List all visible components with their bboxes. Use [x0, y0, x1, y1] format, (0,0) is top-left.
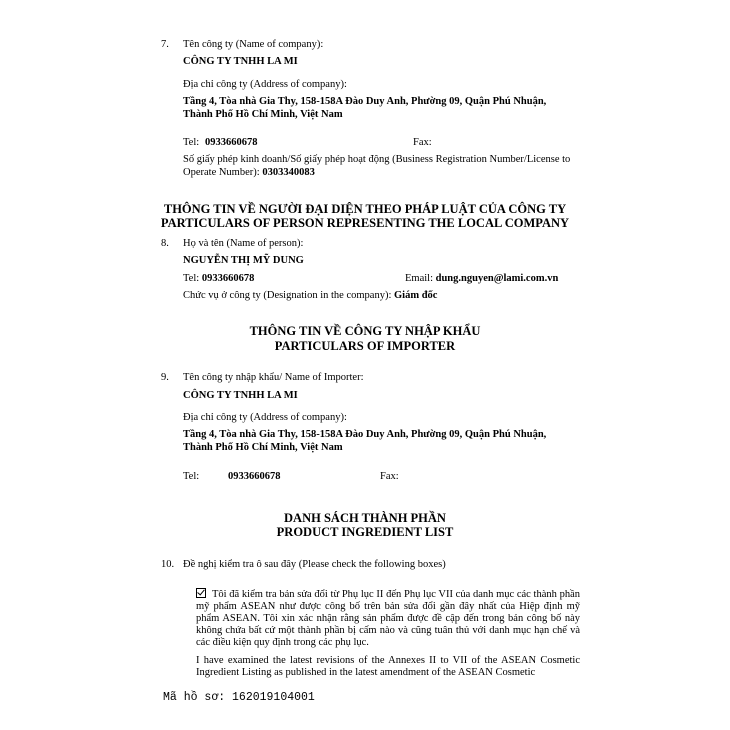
- company-address-label: Địa chỉ công ty (Address of company):: [183, 79, 347, 90]
- representative-heading-en: PARTICULARS OF PERSON REPRESENTING THE LOCAL COMPANY: [160, 216, 570, 230]
- checkbox-checked-icon[interactable]: [196, 588, 206, 598]
- company-tel: 0933660678: [205, 137, 258, 148]
- person-designation-row: [183, 289, 437, 302]
- license-number: 0303340083: [262, 167, 315, 178]
- license-label-line2: [183, 166, 315, 179]
- check-instruction: Đề nghị kiểm tra ô sau đây (Please check the following boxes): [183, 559, 446, 570]
- person-tel-row: [183, 272, 254, 285]
- importer-tel-label: Tel:: [183, 471, 200, 482]
- importer-address-line2: Thành Phố Hồ Chí Minh, Việt Nam: [183, 442, 343, 453]
- person-tel: 0933660678: [201, 273, 255, 284]
- item-number-10: 10.: [161, 559, 175, 570]
- item-number-7: 7.: [161, 39, 169, 50]
- dossier-code: Mã hồ sơ: 162019104001: [163, 691, 315, 704]
- person-email-label: Email:: [405, 273, 433, 284]
- company-fax-label: Fax:: [413, 137, 432, 148]
- company-name-label: Tên công ty (Name of company):: [183, 39, 324, 50]
- ingredients-heading-en: PRODUCT INGREDIENT LIST: [276, 525, 454, 539]
- person-tel-label: Tel:: [183, 273, 200, 284]
- importer-address-line1: Tầng 4, Tòa nhà Gia Thy, 158-158A Đào Duy Anh, Phường 09, Quận Phú Nhuận,: [183, 429, 547, 440]
- ingredients-heading-vi: DANH SÁCH THÀNH PHẦN: [284, 511, 446, 525]
- importer-heading-en: PARTICULARS OF IMPORTER: [274, 339, 456, 353]
- item-number-9: 9.: [161, 372, 169, 383]
- person-designation: Giám đốc: [394, 290, 438, 301]
- company-tel-label: Tel:: [183, 137, 200, 148]
- company-name: CÔNG TY TNHH LA MI: [183, 56, 298, 67]
- importer-fax-label: Fax:: [380, 471, 399, 482]
- person-name-label: Họ và tên (Name of person):: [183, 238, 304, 249]
- license-label-line1: Số giấy phép kinh doanh/Số giấy phép hoạt động (Business Registration Number/License to: [183, 154, 571, 165]
- declaration-vi: [196, 588, 580, 649]
- declaration-en: I have examined the latest revisions of the Annexes II to VII of the ASEAN Cosmetic Ingredient Listing as published in the latest amendment of the ASEAN Cosmetic: [196, 655, 580, 678]
- representative-heading-vi: THÔNG TIN VỀ NGƯỜI ĐẠI DIỆN THEO PHÁP LUẬT CỦA CÔNG TY: [163, 202, 567, 216]
- company-address-line2: Thành Phố Hồ Chí Minh, Việt Nam: [183, 109, 343, 120]
- importer-address-label: Địa chỉ công ty (Address of company):: [183, 412, 347, 423]
- importer-tel: 0933660678: [228, 471, 281, 482]
- importer-heading-vi: THÔNG TIN VỀ CÔNG TY NHẬP KHẨU: [249, 324, 481, 338]
- person-designation-label: Chức vụ ở công ty (Designation in the company):: [183, 290, 392, 301]
- person-name: NGUYỄN THỊ MỸ DUNG: [183, 255, 304, 266]
- license-label-prefix: Operate Number):: [183, 167, 260, 178]
- person-email-row: [405, 272, 558, 285]
- importer-name-label: Tên công ty nhập khẩu/ Name of Importer:: [183, 372, 364, 383]
- company-address-line1: Tầng 4, Tòa nhà Gia Thy, 158-158A Đào Duy Anh, Phường 09, Quận Phú Nhuận,: [183, 96, 547, 107]
- importer-name: CÔNG TY TNHH LA MI: [183, 390, 298, 401]
- declaration-vi-text: Tôi đã kiểm tra bản sửa đổi từ Phụ lục II đến Phụ lục VII của danh mục các thành phần mỹ phẩm ASEAN như được công bố trên bản sửa đổi gần đây nhất của Hiệp định mỹ phẩm ASEAN. Tôi xin xác nhận rằng sản phẩm được đề cập đến trong bản công bố này không chứa bất cứ một thành phần bị cấm nào và cũng tuân thủ với danh mục hạn chế và các điều kiện quy định trong các phụ lục.: [196, 589, 580, 648]
- person-email: dung.nguyen@lami.com.vn: [435, 273, 559, 284]
- item-number-8: 8.: [161, 238, 169, 249]
